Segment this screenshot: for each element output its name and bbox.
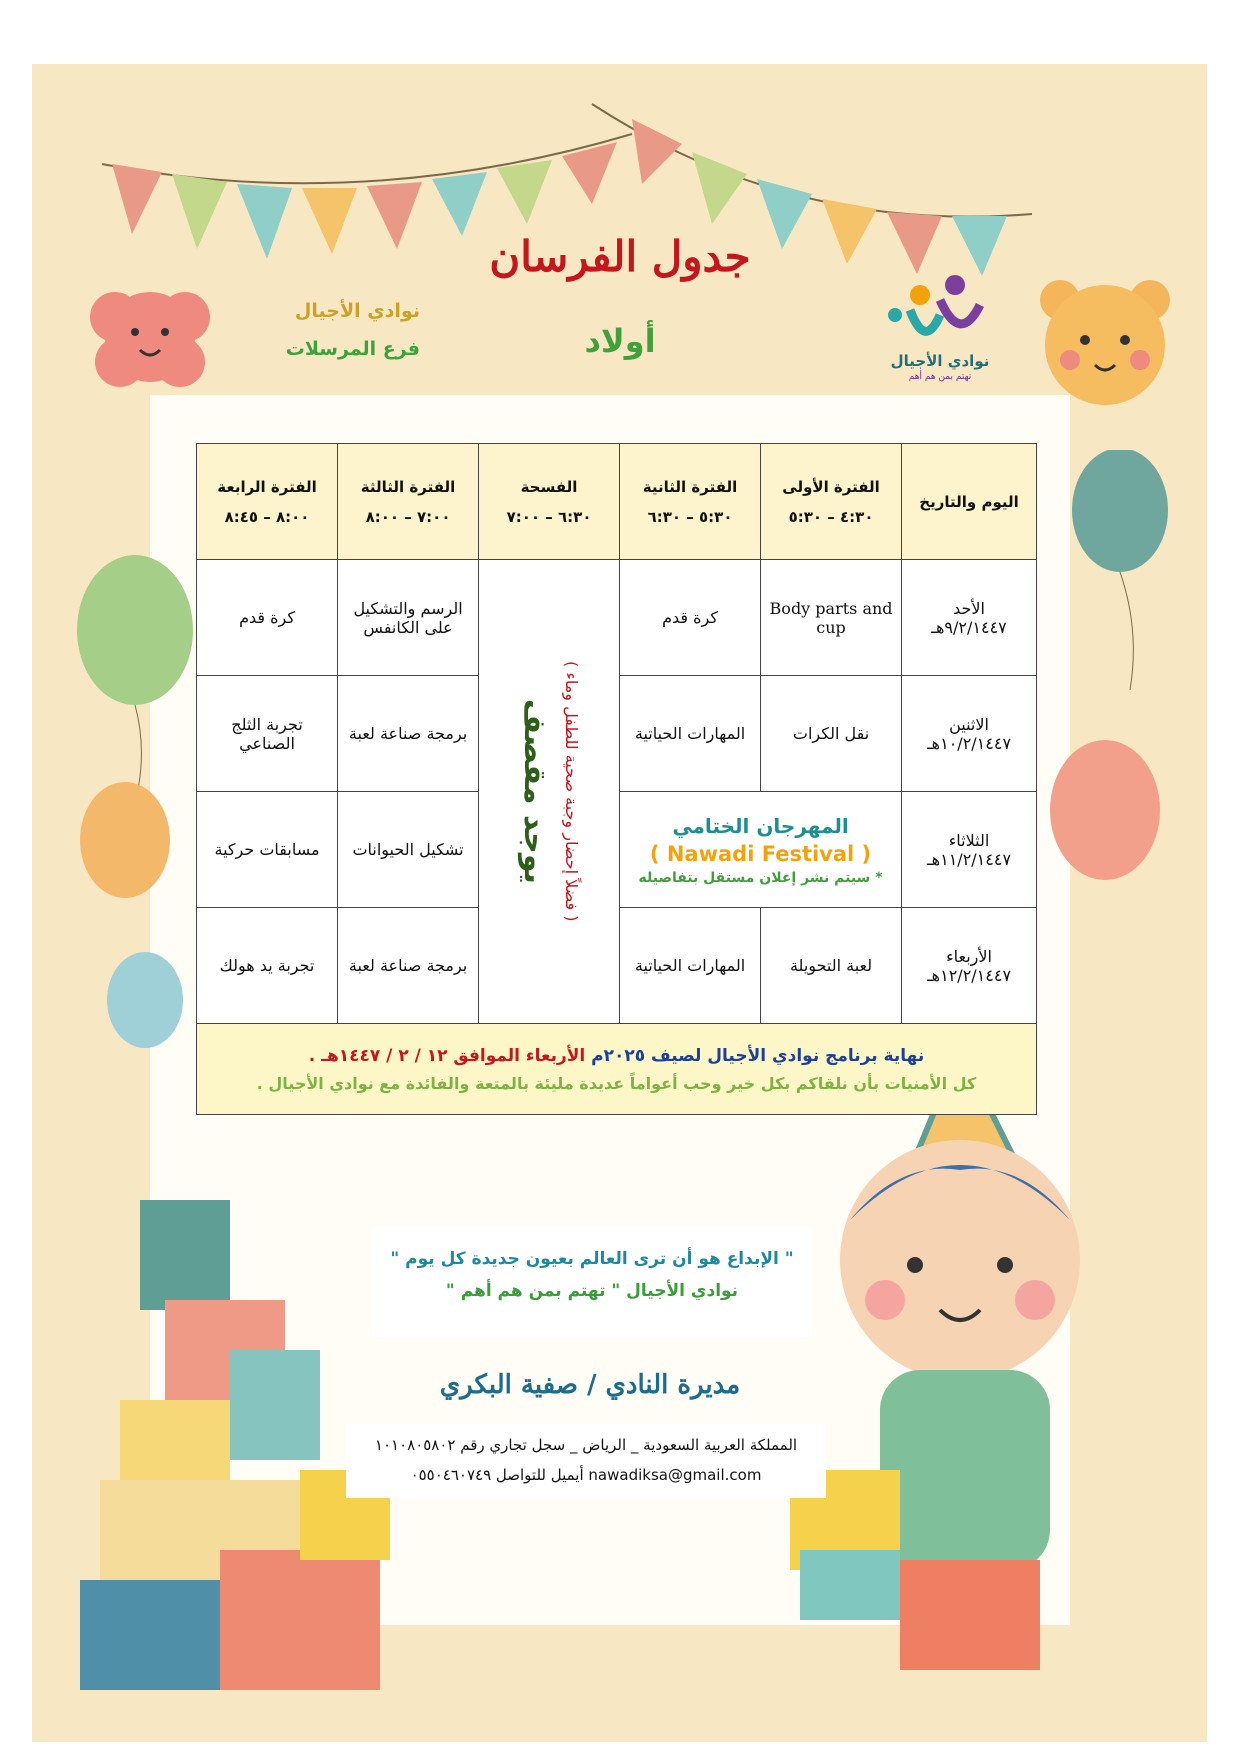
header-name: الفترة الأولى (782, 477, 880, 496)
nawadi-logo-icon (880, 270, 1000, 355)
footer-wishes: كل الأمنيات بأن نلقاكم بكل خير وحب أعواماً عديدة مليئة بالمتعة والفائدة مع نوادي الأجيال . (256, 1073, 977, 1093)
balloons-left-decoration (70, 540, 200, 1100)
header-cell (197, 444, 338, 560)
header-name: الفترة الثالثة (360, 477, 456, 496)
festival-cell (620, 792, 902, 908)
activity-cell: المهارات الحياتية (620, 676, 761, 792)
footer-cell (197, 1024, 1037, 1115)
header-time: ٨:٠٠ – ٨:٤٥ (224, 507, 310, 526)
table-header-row (197, 444, 1037, 560)
child-with-party-hat-decoration (760, 1050, 1180, 1690)
activity-cell: لعبة التحويلة (761, 908, 902, 1024)
header-time: ٥:٣٠ – ٦:٣٠ (647, 507, 733, 526)
table-row (197, 560, 1037, 676)
table-footer-row (197, 1024, 1037, 1115)
day-name: الأحد (953, 598, 985, 618)
activity-cell: مسابقات حركية (197, 792, 338, 908)
day-name: الأربعاء (946, 946, 992, 966)
day-date: ١١/٢/١٤٤٧هـ (926, 849, 1012, 869)
day-cell (902, 792, 1037, 908)
day-cell (902, 560, 1037, 676)
header-cell (479, 444, 620, 560)
quote-box (372, 1227, 812, 1337)
break-canteen-label: يوجد مقصف (517, 699, 553, 884)
header-time: ٦:٣٠ – ٧:٠٠ (506, 507, 592, 526)
commercial-registration: المملكة العربية السعودية _ الرياض _ سجل تجاري رقم ١٠١٠٨٠٥٨٠٢ (374, 1436, 798, 1454)
day-cell (902, 908, 1037, 1024)
header-cell (620, 444, 761, 560)
header-name: الفسحة (520, 477, 578, 496)
festival-note: * سيتم نشر إعلان مستقل بتفاصيله (638, 869, 883, 886)
quote-line: " الإبداع هو أن ترى العالم بعيون جديدة كل يوم " (390, 1249, 794, 1269)
activity-cell: نقل الكرات (761, 676, 902, 792)
festival-title: المهرجان الختامي (672, 813, 849, 838)
day-date: ١٠/٢/١٤٤٧هـ (926, 733, 1012, 753)
pink-cloud-face-decoration (80, 272, 220, 402)
logo-text: نوادي الأجيال (890, 352, 990, 370)
day-name: الاثنين (949, 714, 989, 734)
contact-box (346, 1424, 826, 1498)
footer-end-date: الأربعاء الموافق ١٢ / ٢ / ١٤٤٧هـ . (308, 1045, 586, 1066)
footer-end-note (201, 1046, 1032, 1066)
activity-cell: تجربة يد هولك (197, 908, 338, 1024)
festival-english-title: ( Nawadi Festival ) (649, 841, 872, 866)
balloons-right-decoration (1040, 450, 1180, 950)
orange-bear-face-decoration (1030, 265, 1180, 415)
day-cell (902, 676, 1037, 792)
activity-cell: برمجة صناعة لعبة (338, 676, 479, 792)
group-subtitle: أولاد (584, 322, 656, 360)
club-name: نوادي الأجيال (294, 300, 420, 322)
activity-cell: المهارات الحياتية (620, 908, 761, 1024)
day-name: الثلاثاء (948, 830, 990, 850)
break-note: ( فضلاً إحضار وجبة صحية للطفل وماء ) (562, 661, 582, 922)
footer-end-note-a: نهاية برنامج نوادي الأجيال لصيف ٢٠٢٥م (585, 1045, 925, 1066)
manager-signature: مديرة النادي / صفية البكري (439, 1370, 741, 1400)
header-name: الفترة الرابعة (217, 477, 317, 496)
activity-cell: تشكيل الحيوانات (338, 792, 479, 908)
activity-cell: تجربة الثلج الصناعي (197, 676, 338, 792)
activity-cell: كرة قدم (197, 560, 338, 676)
activity-cell: برمجة صناعة لعبة (338, 908, 479, 1024)
header-name: الفترة الثانية (642, 477, 738, 496)
header-name: اليوم والتاريخ (919, 492, 1019, 511)
activity-cell: Body parts and cup (761, 560, 902, 676)
header-cell (338, 444, 479, 560)
day-date: ١٢/٢/١٤٤٧هـ (926, 965, 1012, 985)
schedule-table (196, 443, 1037, 1115)
branch-name: فرع المرسلات (285, 338, 420, 360)
contact-email-phone: nawadiksa@gmail.com أيميل للتواصل ٠٥٥٠٤٦٠٧٤٩ (410, 1466, 762, 1484)
activity-cell: كرة قدم (620, 560, 761, 676)
day-date: ٩/٢/١٤٤٧هـ (931, 617, 1007, 637)
logo-tagline: تهتم بمن هم أهم (908, 372, 972, 382)
break-cell (479, 560, 620, 1024)
quote-signature: نوادي الأجيال " تهتم بمن هم أهم " (445, 1281, 739, 1301)
header-cell (902, 444, 1037, 560)
page-title: جدول الفرسان (489, 232, 751, 281)
header-time: ٧:٠٠ – ٨:٠٠ (365, 507, 451, 526)
header-time: ٤:٣٠ – ٥:٣٠ (788, 507, 874, 526)
header-cell (761, 444, 902, 560)
activity-cell: الرسم والتشكيل على الكانفس (338, 560, 479, 676)
